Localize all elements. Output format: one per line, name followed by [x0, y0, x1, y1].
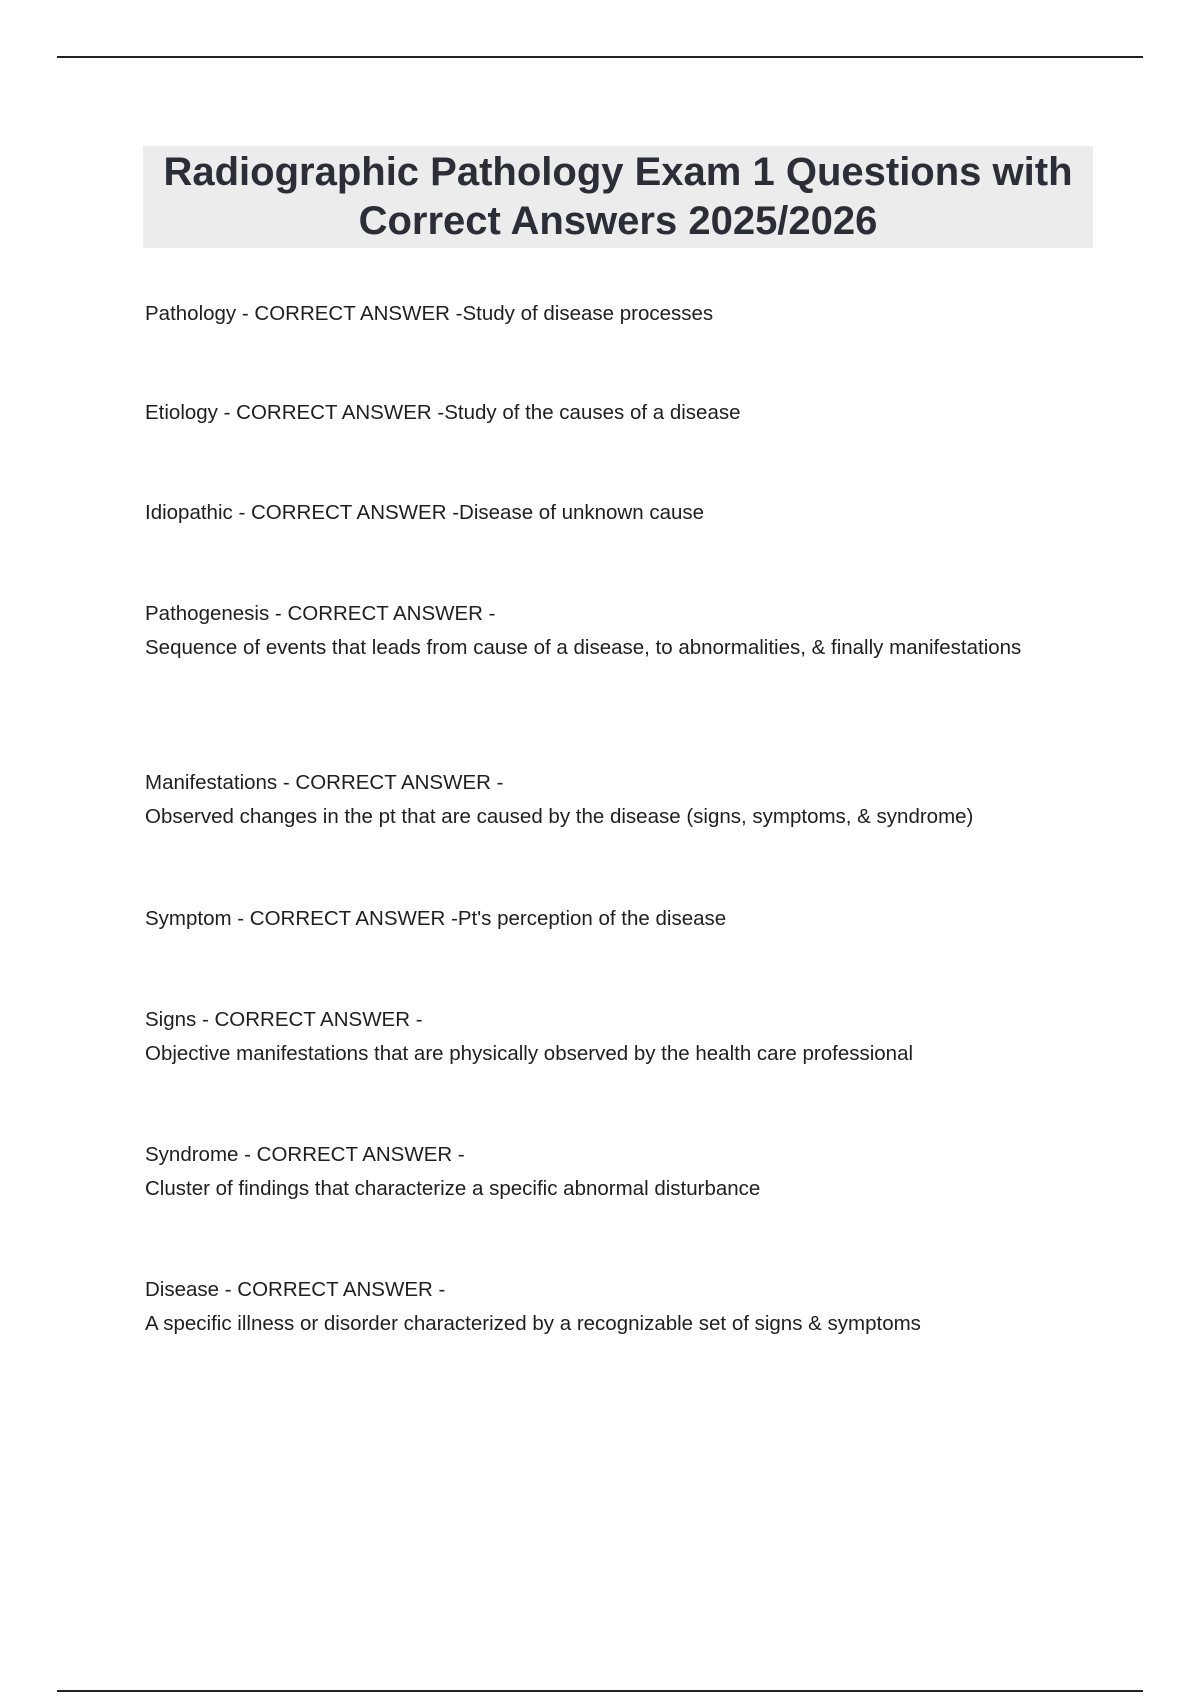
- qa-definition: Study of disease processes: [462, 302, 714, 325]
- qa-term: Disease - CORRECT ANSWER -: [145, 1278, 446, 1301]
- qa-term: Etiology - CORRECT ANSWER -: [145, 401, 445, 424]
- qa-term: Manifestations - CORRECT ANSWER -: [145, 771, 504, 794]
- document-title: Radiographic Pathology Exam 1 Questions with Correct Answers 2025/2026: [163, 150, 1073, 243]
- qa-item-symptom: [145, 902, 1095, 936]
- qa-definition: Cluster of findings that characterize a specific abnormal disturbance: [145, 1177, 761, 1200]
- qa-definition: Observed changes in the pt that are caused by the disease (signs, symptoms, & syndrome): [145, 805, 974, 828]
- top-divider: [57, 56, 1143, 58]
- qa-definition: Study of the causes of a disease: [444, 401, 741, 424]
- bottom-divider: [57, 1690, 1143, 1692]
- qa-definition: Objective manifestations that are physically observed by the health care professional: [145, 1042, 914, 1065]
- qa-term: Pathogenesis - CORRECT ANSWER -: [145, 602, 496, 625]
- qa-term: Symptom - CORRECT ANSWER -: [145, 907, 458, 930]
- qa-item-disease: [145, 1273, 1095, 1341]
- qa-item-idiopathic: [145, 496, 1095, 530]
- qa-definition: Disease of unknown cause: [459, 501, 705, 524]
- qa-term: Idiopathic - CORRECT ANSWER -: [145, 501, 460, 524]
- qa-item-pathogenesis: [145, 597, 1095, 665]
- title-banner: [143, 146, 1093, 248]
- qa-term: Pathology - CORRECT ANSWER -: [145, 302, 463, 325]
- qa-definition: Pt's perception of the disease: [457, 907, 727, 930]
- qa-item-etiology: [145, 396, 1095, 430]
- qa-term: Signs - CORRECT ANSWER -: [145, 1008, 423, 1031]
- qa-definition: Sequence of events that leads from cause of a disease, to abnormalities, & finally manifestations: [145, 636, 1022, 659]
- qa-item-syndrome: [145, 1138, 1095, 1206]
- qa-item-manifestations: [145, 766, 1095, 834]
- qa-item-signs: [145, 1003, 1095, 1071]
- qa-definition: A specific illness or disorder characterized by a recognizable set of signs & symptoms: [145, 1312, 921, 1335]
- qa-term: Syndrome - CORRECT ANSWER -: [145, 1143, 465, 1166]
- qa-item-pathology: [145, 297, 1095, 331]
